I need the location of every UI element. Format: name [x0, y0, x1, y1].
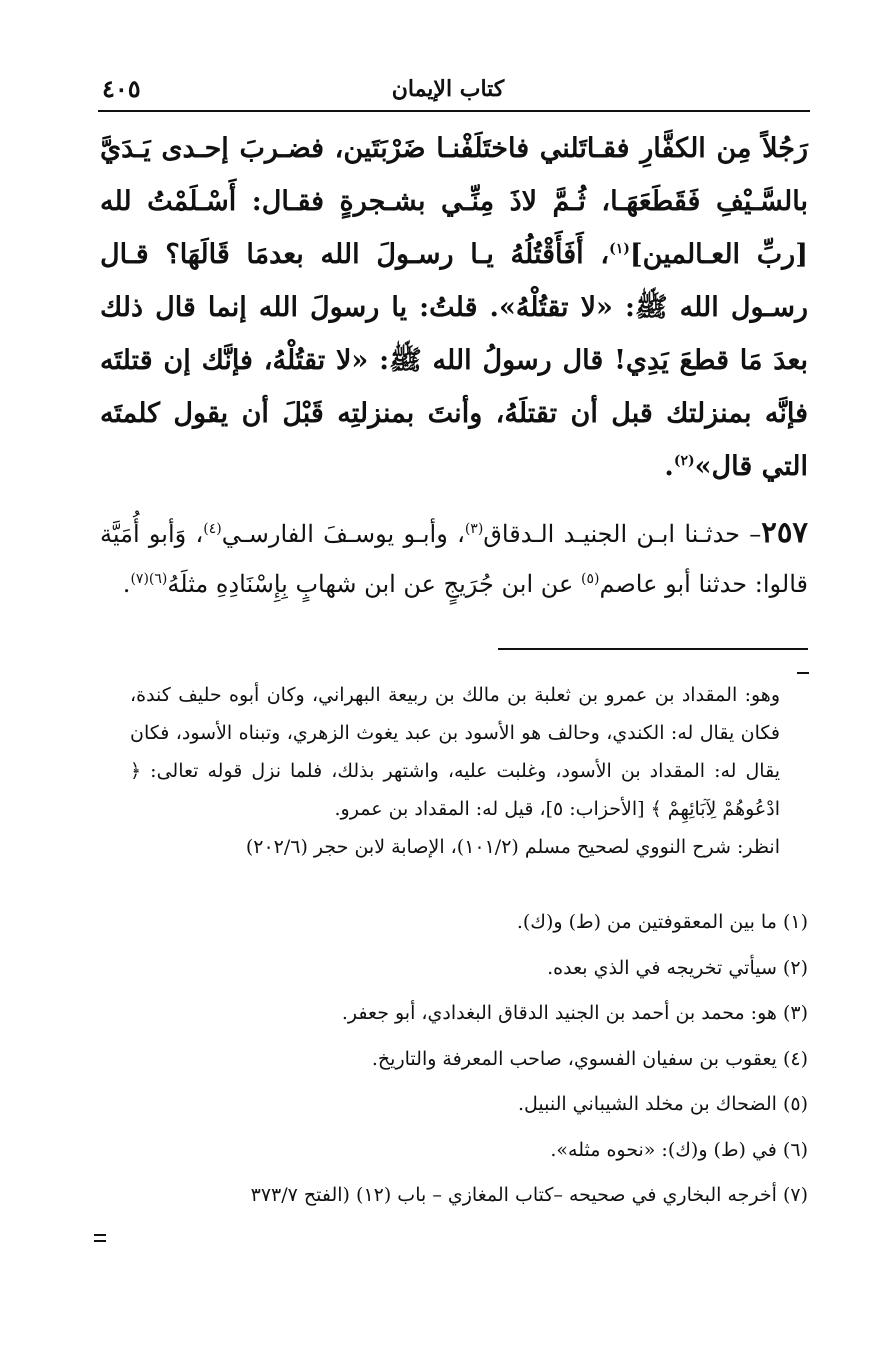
- footnote-ref: (١): [609, 241, 630, 257]
- isnad-part: ، وَأبو أُمَيَّة قالوا: حدثنا أبو عاصم: [100, 520, 808, 598]
- continuation-mark: [797, 672, 809, 674]
- hadith-text-part: رَجُلاً مِن الكفَّارِ فقـاتَلني فاختَلَفْنـا ضَرْبَتَين، فضـربَ إحـدى يَـدَيَّ بالسَّـيْفِ فَقَطَعَهَـا، ثُـمَّ لاذَ مِنِّـي بشـجرةٍ فقـال: أَسْـلَمْتُ لله [ربِّ العـالمين]: [100, 133, 808, 270]
- footnote-ref: (٢): [673, 453, 695, 469]
- footnote-continuation: [130, 676, 780, 866]
- hadith-text-paragraph: [100, 122, 808, 493]
- isnad-part: ، وأبـو يوسـفَ الفارسـي: [221, 520, 465, 548]
- hadith-text-part: ، أَفَأَقْتُلُهُ يـا رسـولَ الله بعدمَا قَالَهَا؟ قـال رسـول الله ﷺ: «لا تقتُلْهُ». قلتُ: يا رسولَ الله إنما قال ذلك بعدَ مَا قطعَ يَدِي! قال رسولُ الله ﷺ: «لا تقتُلْهُ، فإنَّك إن قتلتَه فإنَّه بمنزلتك قبل أن تقتلَهُ، وأنتَ بمنزلتِه قَبْلَ أن يقول كلمتَه التي قال»: [100, 239, 808, 482]
- main-text: [100, 122, 808, 609]
- footnote-ref: (٣): [464, 521, 484, 537]
- footnote-list: [100, 900, 808, 1219]
- footnote-item: (٣) هو: محمد بن أحمد بن الجنيد الدقاق البغدادي، أبو جعفر.: [341, 1002, 808, 1024]
- footnote-item: (٧) أخرجه البخاري في صحيحه –كتاب المغازي – باب (١٢) (الفتح ٣٧٣/٧: [250, 1184, 808, 1206]
- isnad-end: .: [122, 570, 131, 598]
- page-number: ٤٠٥: [102, 74, 141, 103]
- footnote-ref: (٦)(٧): [130, 571, 168, 587]
- isnad-part: – حدثـنا ابـن الجنيـد الـدقاق: [483, 520, 762, 548]
- footnote-continuation-text: وهو: المقداد بن عمرو بن ثعلبة بن مالك بن ربيعة البهراني، وكان أبوه حليف كندة، فكان يقال له: الكندي، وحالف هو الأسود بن عبد يغوث الزهري، وتبناه الأسود، فكان يقال له: المقداد بن الأسود، وغلبت عليه، واشتهر بذلك، فلما نزل قوله تعالى: ﴿ ادْعُوهُمْ لِآبَائِهِمْ ﴾ [الأحزاب: ٥]، قيل له: المقداد بن عمرو.: [130, 684, 780, 820]
- hadith-number: ٢٥٧: [761, 515, 809, 549]
- isnad-part: عن ابن جُرَيجٍ عن ابن شهابٍ بِإِسْنَادِهِ مثلَهُ: [167, 570, 581, 598]
- footnote-item: (٢) سيأتي تخريجه في الذي بعده.: [547, 956, 808, 979]
- hadith-text-end: .: [664, 451, 674, 482]
- footnote-item: (٤) يعقوب بن سفيان الفسوي، صاحب المعرفة والتاريخ.: [371, 1047, 808, 1070]
- footnote-source: انظر: شرح النووي لصحيح مسلم (١٠١/٢)، الإصابة لابن حجر (٢٠٢/٦): [245, 836, 780, 858]
- continuation-mark: [94, 1240, 106, 1242]
- footnote-separator: [498, 648, 808, 650]
- footnote-ref: (٤): [203, 521, 222, 537]
- isnad-paragraph: [100, 507, 808, 609]
- running-header-title: كتاب الإيمان: [391, 76, 505, 102]
- footnote-ref: (٥): [580, 571, 600, 587]
- footnote-item: (٦) في (ط) و(ك): «نحوه مثله».: [550, 1138, 808, 1161]
- continuation-mark: [94, 1234, 106, 1236]
- footnote-item: (١) ما بين المعقوفتين من (ط) و(ك).: [516, 911, 808, 933]
- footnote-item: (٥) الضحاك بن مخلد الشيباني النبيل.: [517, 1093, 808, 1115]
- header-rule: [98, 110, 810, 112]
